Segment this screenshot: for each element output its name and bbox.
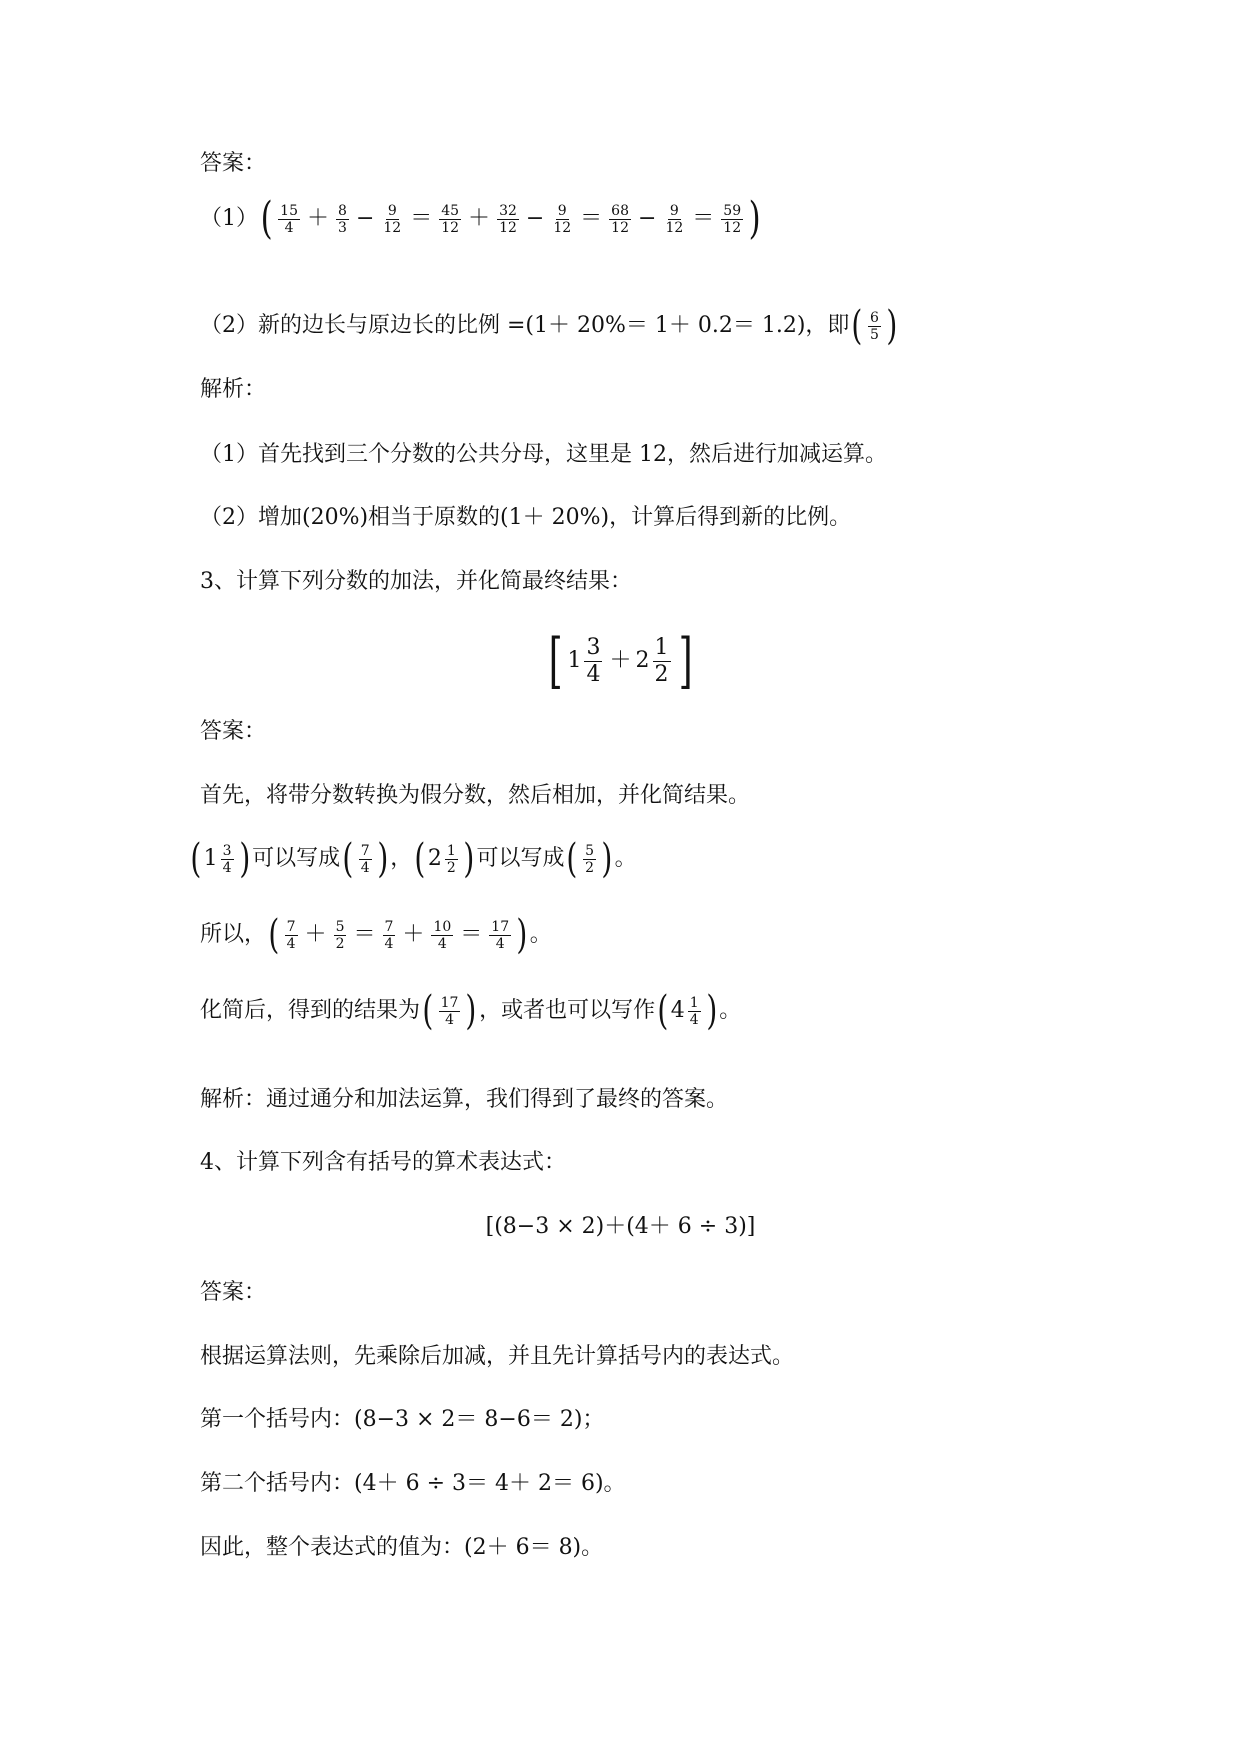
fraction: $\frac{10}{4}$ (433, 918, 452, 952)
right-paren: ) (748, 193, 761, 244)
left-bracket: [ (548, 626, 563, 696)
left-paren: ( (342, 836, 354, 882)
analysis-3: 解析：通过通分和加法运算，我们得到了最终的答案。 (200, 1087, 729, 1112)
left-paren: ( (657, 988, 669, 1034)
question-4-expression: [(8−3 × 2)＋(4＋ 6 ÷ 3)] (485, 1214, 756, 1239)
equals-sign: ＝ (580, 206, 603, 231)
fraction: $\frac{32}{12}$ (499, 202, 517, 236)
fraction: $\frac{17}{4}$ (440, 994, 459, 1028)
right-paren: ) (886, 303, 898, 349)
fraction: $\frac{9}{12}$ (553, 202, 572, 236)
second-bracket: 第二个括号内：(4＋ 6 ÷ 3＝ 4＋ 2＝ 6)。 (200, 1471, 626, 1496)
ratio-text: 新的边长与原边长的比例 =(1＋ 20%＝ 1＋ 0.2＝ 1.2)，即 (258, 313, 850, 338)
answer-label-3: 答案： (200, 719, 267, 744)
left-paren: ( (190, 836, 202, 882)
fraction: $\frac{7}{4}$ (286, 918, 296, 952)
equals-sign: ＝ (460, 922, 483, 947)
fraction: $\frac{59}{12}$ (723, 202, 742, 236)
fraction: $\frac{15}{4}$ (280, 202, 298, 236)
plus-sign: ＋ (609, 648, 632, 673)
whole-number: 2 (427, 846, 442, 871)
period: 。 (614, 846, 637, 871)
question-3-title: 3、计算下列分数的加法，并化简最终结果： (200, 569, 632, 594)
left-paren: ( (566, 836, 578, 882)
first-bracket: 第一个括号内：(8−3 × 2＝ 8−6＝ 2)； (200, 1407, 605, 1432)
left-paren: ( (260, 193, 273, 244)
whole-number: 1 (567, 648, 582, 673)
analysis-2: （2）增加(20%)相当于原数的(1＋ 20%)，计算后得到新的比例。 (200, 505, 852, 530)
fraction: $\frac{7}{4}$ (360, 842, 370, 876)
separator: ， (390, 846, 413, 871)
equals-sign: ＝ (692, 206, 715, 231)
whole-number: 2 (635, 648, 650, 673)
fraction: $\frac{9}{12}$ (665, 202, 684, 236)
fraction: $\frac{17}{4}$ (491, 918, 510, 952)
step-1: 首先，将带分数转换为假分数，然后相加，并化简结果。 (200, 783, 751, 808)
answer-label: 答案： (200, 151, 267, 176)
step-2 (188, 836, 637, 882)
left-paren: ( (414, 836, 426, 882)
minus-sign: − (525, 206, 545, 231)
right-paren: ) (601, 836, 613, 882)
right-bracket: ] (678, 626, 693, 696)
right-paren: ) (377, 836, 388, 882)
minus-sign: − (638, 206, 657, 231)
plus-sign: ＋ (402, 922, 425, 947)
final-result: 因此，整个表达式的值为：(2＋ 6＝ 8)。 (200, 1535, 604, 1560)
right-paren: ) (516, 912, 528, 958)
fraction: $\frac{68}{12}$ (611, 202, 629, 236)
equals-sign: ＝ (353, 922, 376, 947)
analysis-1: （1）首先找到三个分数的公共分母，这里是 12，然后进行加减运算。 (200, 442, 887, 467)
whole-number: 1 (203, 846, 218, 871)
fraction: $\frac{5}{2}$ (585, 842, 594, 876)
text: 化简后，得到的结果为 (200, 998, 421, 1023)
plus-sign: ＋ (307, 206, 330, 231)
equation-1 (200, 194, 763, 244)
fraction: $\frac{7}{4}$ (384, 918, 394, 952)
minus-sign: − (355, 206, 375, 231)
fraction: $\frac{6}{5}$ (870, 309, 879, 343)
left-paren: ( (422, 988, 434, 1034)
fraction: $\frac{1}{2}$ (654, 634, 669, 687)
item-number: （1） (200, 206, 258, 231)
fraction: $\frac{3}{4}$ (222, 842, 232, 876)
right-paren: ) (463, 836, 475, 882)
whole-number: 4 (670, 998, 685, 1023)
period: 。 (529, 922, 552, 947)
text: 可以写成 (252, 846, 341, 871)
step-3 (200, 912, 552, 958)
question-4-title: 4、计算下列含有括号的算术表达式： (200, 1150, 566, 1175)
right-paren: ) (705, 988, 717, 1034)
analysis-label: 解析： (200, 377, 267, 402)
fraction: $\frac{8}{3}$ (338, 202, 347, 236)
rule-text: 根据运算法则，先乘除后加减，并且先计算括号内的表达式。 (200, 1344, 795, 1369)
left-paren: ( (268, 912, 280, 958)
equation-2 (200, 303, 900, 349)
fraction: $\frac{1}{4}$ (689, 994, 699, 1028)
question-3-expression (0, 628, 1241, 694)
plus-sign: ＋ (468, 206, 491, 231)
left-paren: ( (851, 303, 863, 349)
equals-sign: ＝ (410, 206, 433, 231)
right-paren: ) (238, 836, 250, 882)
fraction: $\frac{5}{2}$ (335, 918, 345, 952)
right-paren: ) (465, 988, 477, 1034)
fraction: $\frac{1}{2}$ (446, 842, 456, 876)
answer-label-4: 答案： (200, 1280, 267, 1305)
text: ，或者也可以写作 (479, 998, 656, 1023)
step-4 (200, 988, 741, 1034)
fraction: $\frac{9}{12}$ (383, 202, 402, 236)
fraction: $\frac{3}{4}$ (586, 634, 601, 687)
text: 可以写成 (476, 846, 565, 871)
fraction: $\frac{45}{12}$ (441, 202, 460, 236)
text: 所以， (200, 922, 267, 947)
item-number: （2） (200, 313, 258, 338)
plus-sign: ＋ (304, 922, 327, 947)
period: 。 (719, 998, 742, 1023)
